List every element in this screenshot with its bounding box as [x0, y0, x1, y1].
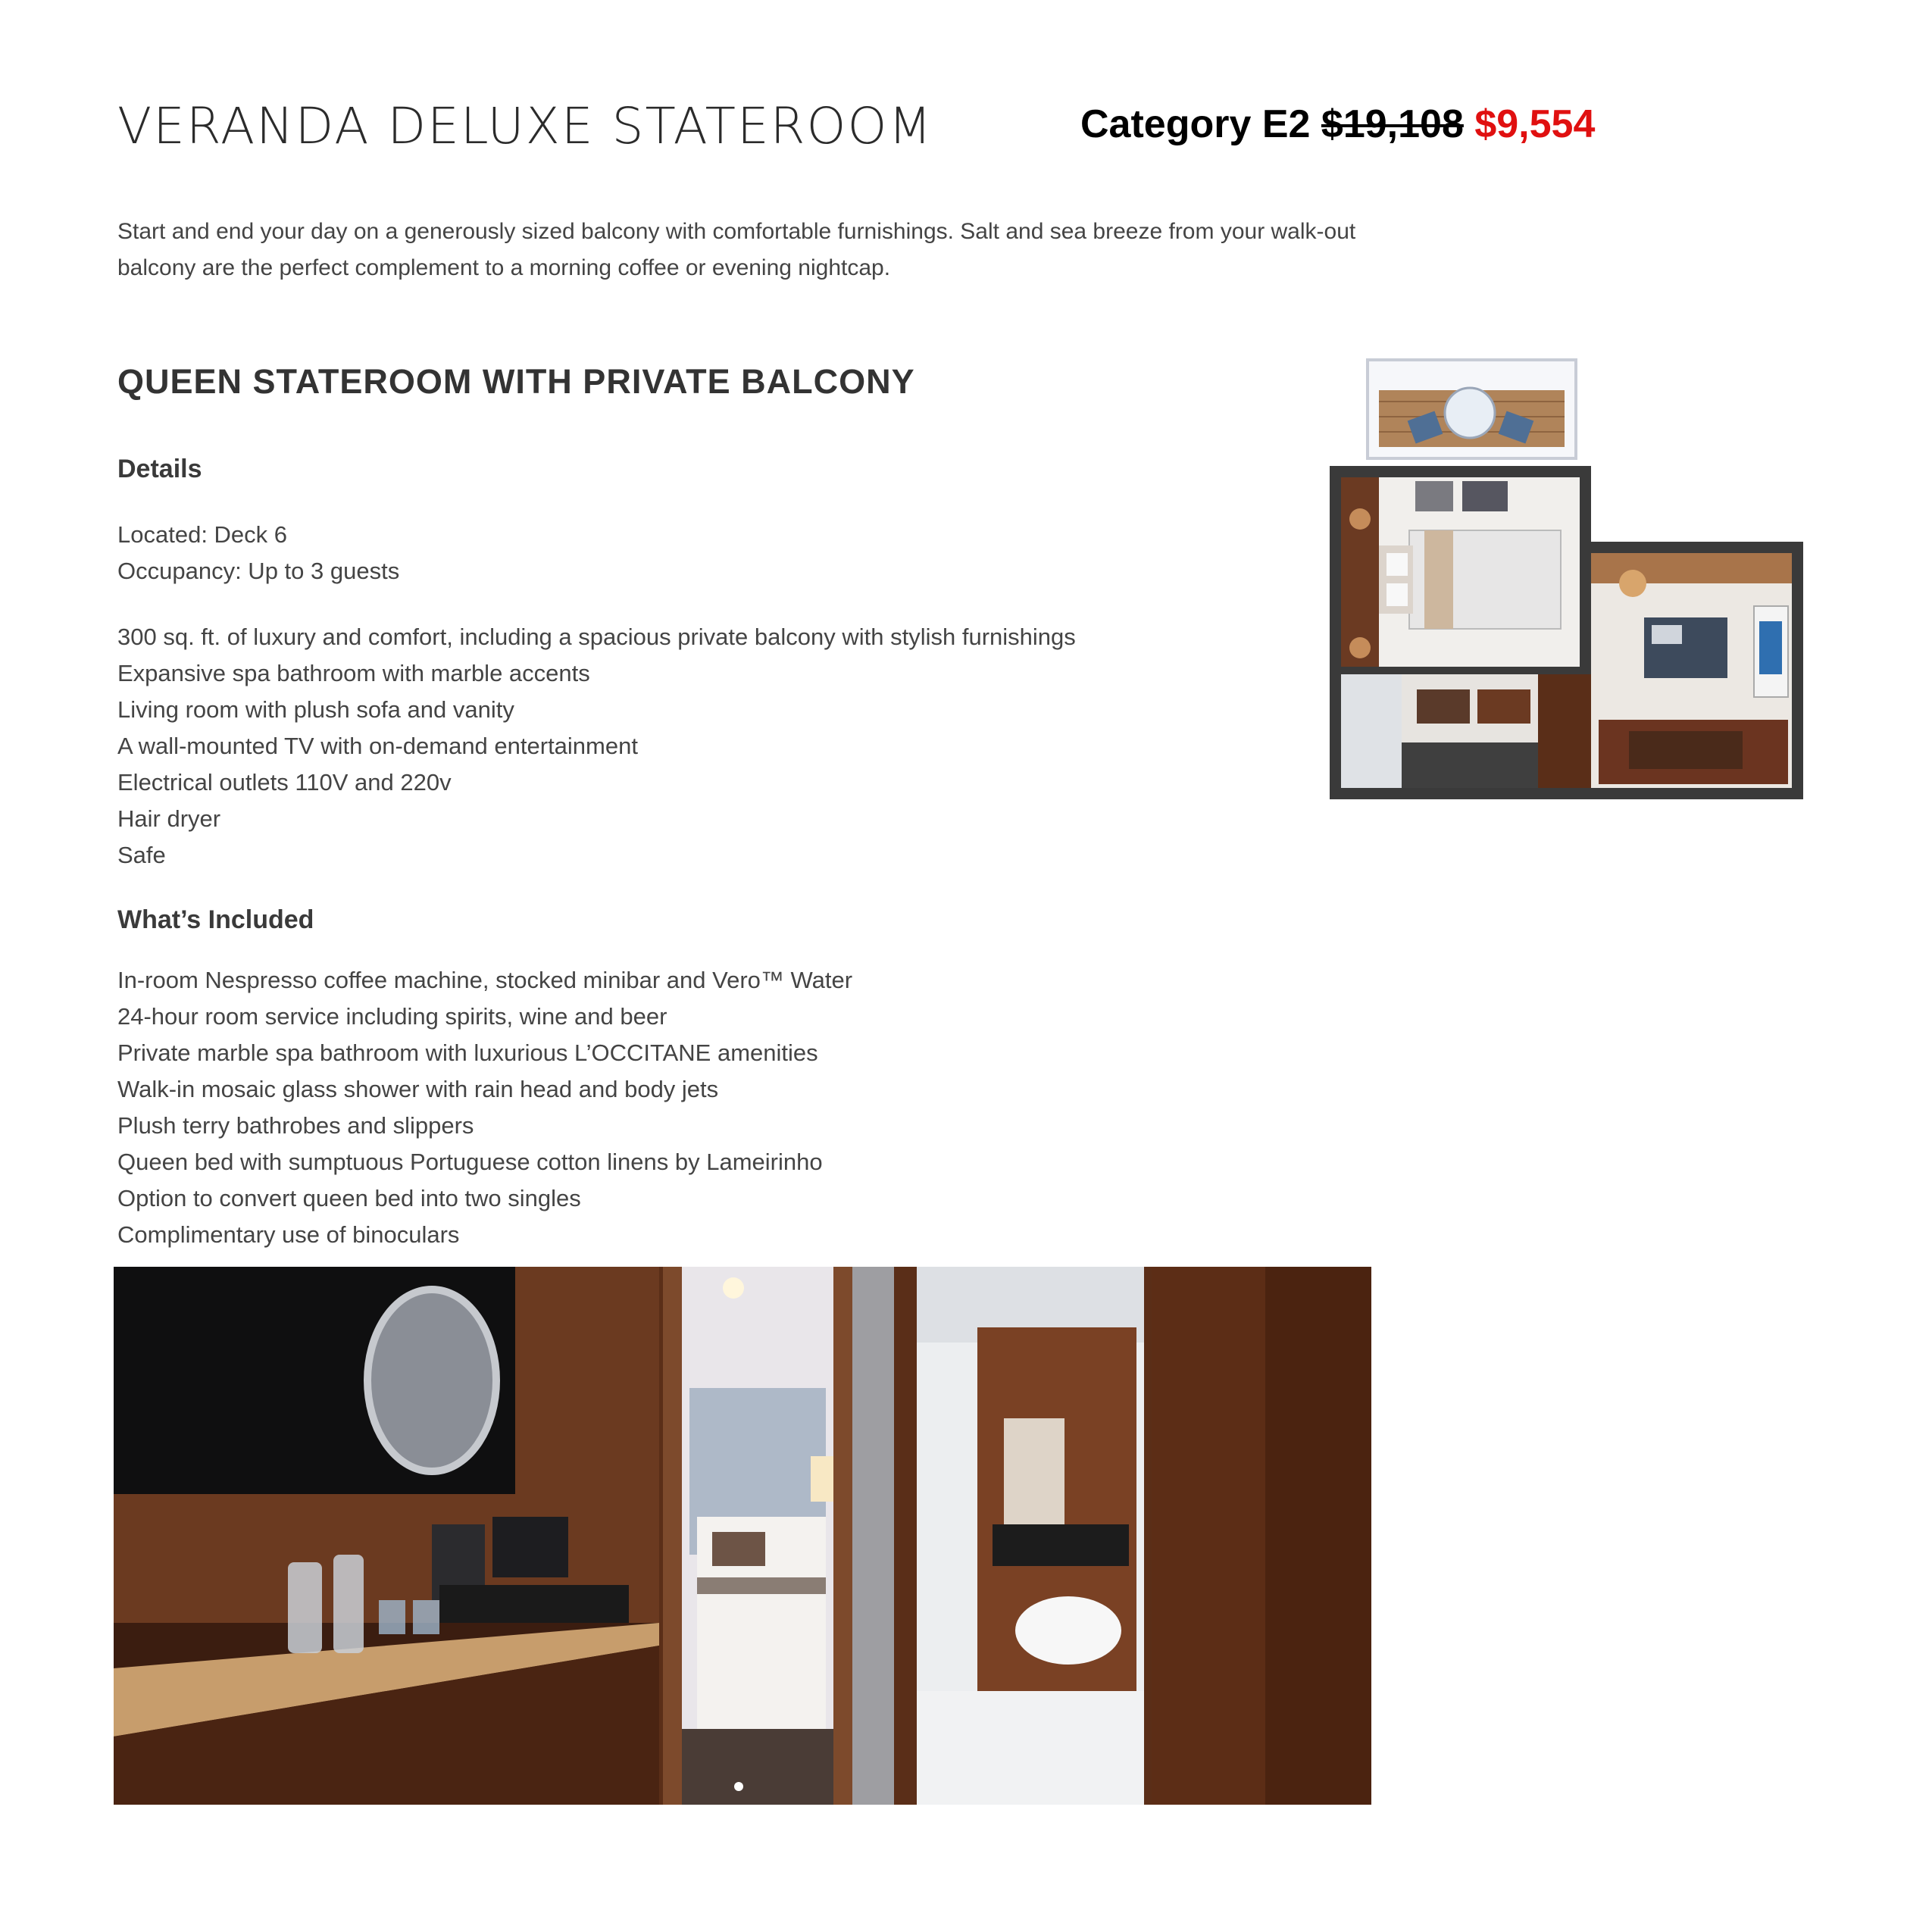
balcony — [1368, 360, 1576, 458]
list-item: Safe — [117, 842, 166, 868]
list-item: Expansive spa bathroom with marble accents — [117, 660, 590, 686]
list-item: Walk-in mosaic glass shower with rain head and body jets — [117, 1076, 719, 1102]
list-item: Occupancy: Up to 3 guests — [117, 558, 400, 584]
included-heading: What’s Included — [117, 905, 314, 934]
list-item: Located: Deck 6 — [117, 521, 288, 548]
bathroom — [1341, 674, 1538, 788]
list-item: A wall-mounted TV with on-demand entertainment — [117, 733, 638, 759]
porthole-mirror — [367, 1289, 496, 1471]
included-list — [117, 962, 852, 1253]
list-item: Hair dryer — [117, 805, 221, 832]
list-item: Living room with plush sofa and vanity — [117, 696, 514, 723]
location-list — [117, 517, 399, 589]
price-block — [1080, 102, 1595, 147]
list-item: 300 sq. ft. of luxury and comfort, including a spacious private balcony with stylish furnishings — [117, 624, 1076, 650]
category-label: Category E2 — [1080, 102, 1311, 146]
bedroom — [1341, 477, 1580, 667]
page-title: VERANDA DELUXE STATEROOM — [117, 97, 933, 155]
list-item: Option to convert queen bed into two singles — [117, 1185, 581, 1211]
list-item: In-room Nespresso coffee machine, stocked minibar and Vero™ Water — [117, 967, 853, 993]
list-item: Plush terry bathrobes and slippers — [117, 1112, 474, 1139]
list-item: Electrical outlets 110V and 220v — [117, 769, 452, 796]
list-item: Queen bed with sumptuous Portuguese cotton linens by Lameirinho — [117, 1149, 823, 1175]
toilet — [1015, 1596, 1121, 1665]
list-item: Complimentary use of binoculars — [117, 1221, 460, 1248]
room-subtitle: QUEEN STATEROOM WITH PRIVATE BALCONY — [117, 362, 915, 401]
stateroom-photo — [114, 1267, 1371, 1805]
list-item: Private marble spa bathroom with luxurious L’OCCITANE amenities — [117, 1039, 818, 1066]
sale-price: $9,554 — [1474, 102, 1596, 146]
original-price: $19,108 — [1321, 102, 1464, 146]
floor-plan-image — [1326, 356, 1811, 811]
intro-paragraph: Start and end your day on a generously sized balcony with comfortable furnishings. Salt and sea breeze from your walk-out balcony are the perfect complement to a morning coffee or evening nightcap. — [117, 219, 1356, 280]
list-item: 24-hour room service including spirits, wine and beer — [117, 1003, 667, 1030]
features-list — [117, 619, 1076, 874]
living-area — [1591, 553, 1792, 788]
details-heading: Details — [117, 455, 202, 483]
carousel-dot[interactable] — [734, 1782, 743, 1791]
